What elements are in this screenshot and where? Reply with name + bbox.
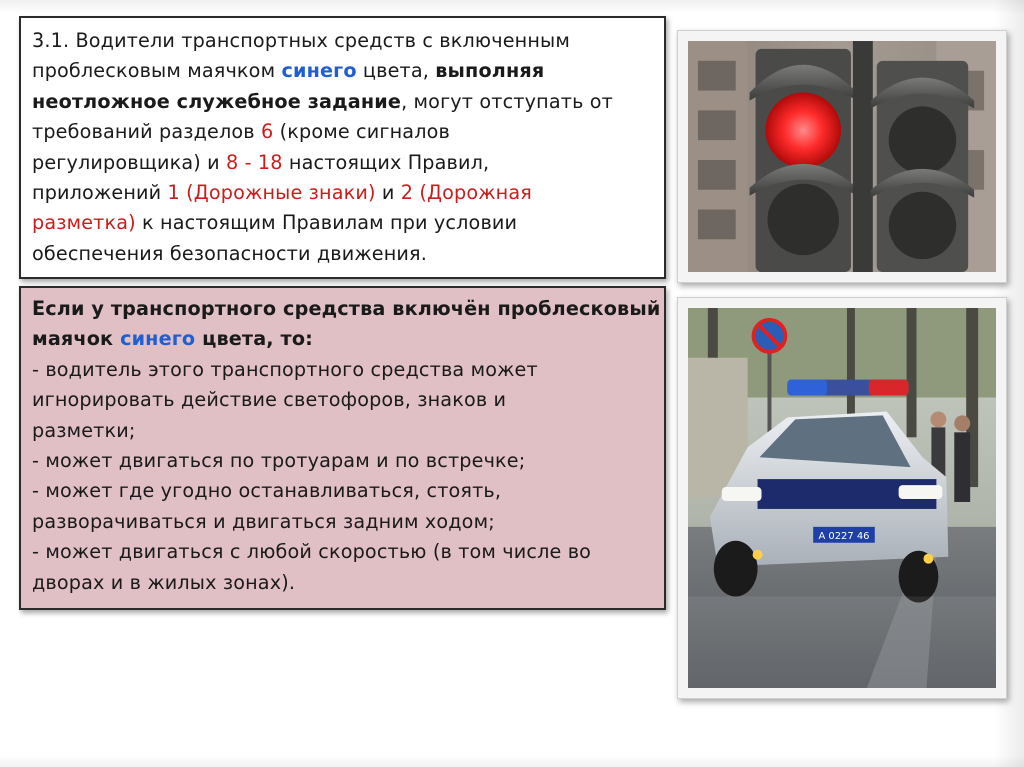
text-run: и xyxy=(375,181,401,205)
text-line xyxy=(32,178,654,208)
text-line xyxy=(32,208,654,238)
rule-text-box xyxy=(19,16,666,279)
text-run: - может где угодно останавливаться, стоять, xyxy=(32,479,502,503)
text-line xyxy=(32,56,654,86)
text-line xyxy=(32,568,654,598)
text-run: приложений xyxy=(32,181,168,205)
slide-shadow-bottom xyxy=(0,755,1024,767)
text-run: игнорировать действие светофоров, знаков и xyxy=(32,388,507,412)
text-run: дворах и в жилых зонах). xyxy=(32,570,296,594)
text-line xyxy=(32,148,654,178)
text-run: к настоящим Правилам при условии xyxy=(135,211,518,235)
text-line xyxy=(32,239,654,269)
text-run: Водители транспортных средств с включенным xyxy=(69,29,570,52)
text-run: разметки; xyxy=(32,418,136,442)
text-run: , могут отступать от xyxy=(401,89,613,113)
slide-shadow-top xyxy=(0,0,1024,14)
police-car-image xyxy=(688,308,996,688)
traffic-light-image xyxy=(688,41,996,272)
text-line xyxy=(32,355,654,385)
text-run: Если у транспортного средства включён проблесковый xyxy=(32,297,661,320)
text-run: 1 (Дорожные знаки) xyxy=(167,181,376,205)
text-run: цвета, то: xyxy=(195,327,313,351)
text-line xyxy=(32,385,654,415)
text-run: 3.1. xyxy=(32,29,70,52)
text-line xyxy=(32,446,654,476)
text-run: настоящих Правил, xyxy=(282,150,490,174)
text-run: - может двигаться с любой скоростью (в том числе во xyxy=(32,540,592,564)
text-run: - может двигаться по тротуарам и по встречке; xyxy=(32,449,526,473)
license-plate-text: А 0227 46 xyxy=(818,530,870,542)
text-run: 6 xyxy=(261,120,274,144)
text-line xyxy=(32,537,654,567)
text-run: неотложное служебное задание xyxy=(32,89,402,113)
text-run: 2 (Дорожная xyxy=(400,181,532,205)
text-run: (кроме сигналов xyxy=(273,120,450,144)
text-run: цвета, xyxy=(356,59,436,83)
text-run: обеспечения безопасности движения. xyxy=(32,241,427,265)
text-run: - водитель этого транспортного средства может xyxy=(32,357,538,381)
text-run: регулировщика) и xyxy=(32,150,226,174)
info-paragraph xyxy=(32,294,661,598)
text-line xyxy=(32,294,661,324)
rule-paragraph xyxy=(32,26,654,269)
text-run: синего xyxy=(120,327,196,351)
text-run: 8 - 18 xyxy=(225,150,283,174)
text-line xyxy=(32,416,654,446)
text-line xyxy=(32,507,654,537)
text-line xyxy=(32,26,654,56)
text-line xyxy=(32,117,654,147)
text-run: требований разделов xyxy=(32,120,262,144)
text-line xyxy=(32,87,654,117)
text-run: разворачиваться и двигаться задним ходом; xyxy=(32,509,495,533)
info-text-box xyxy=(19,286,666,610)
text-line xyxy=(32,324,654,354)
text-run: выполняя xyxy=(435,59,545,83)
text-run: синего xyxy=(281,59,357,83)
text-run: маячок xyxy=(32,327,121,351)
text-run: проблесковым маячком xyxy=(32,59,282,83)
text-line xyxy=(32,476,654,506)
police-car-photo xyxy=(677,297,1007,699)
text-run: разметка) xyxy=(32,211,136,235)
traffic-light-photo xyxy=(677,30,1007,283)
